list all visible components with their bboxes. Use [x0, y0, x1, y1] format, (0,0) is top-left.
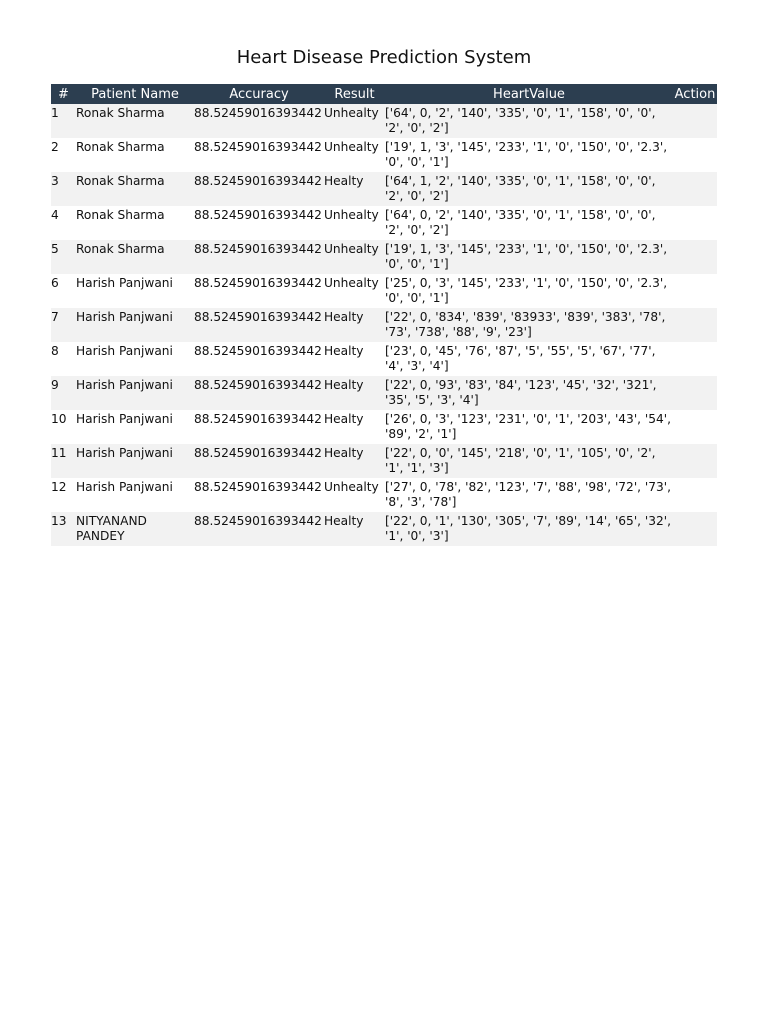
cell-patient-name: Harish Panjwani [76, 342, 194, 376]
cell-result: Unhealty [324, 478, 385, 512]
cell-patient-name: Harish Panjwani [76, 376, 194, 410]
cell-number: 4 [51, 206, 76, 240]
cell-accuracy: 88.52459016393442 [194, 308, 324, 342]
cell-number: 13 [51, 512, 76, 546]
cell-result: Healty [324, 376, 385, 410]
cell-patient-name: NITYANAND PANDEY [76, 512, 194, 546]
cell-accuracy: 88.52459016393442 [194, 444, 324, 478]
table-row [51, 308, 717, 342]
table-row [51, 478, 717, 512]
cell-number: 10 [51, 410, 76, 444]
column-header-accuracy: Accuracy [194, 84, 324, 104]
cell-number: 11 [51, 444, 76, 478]
cell-patient-name: Harish Panjwani [76, 444, 194, 478]
cell-number: 5 [51, 240, 76, 274]
cell-result: Healty [324, 342, 385, 376]
cell-action [673, 104, 717, 138]
table-row [51, 240, 717, 274]
cell-action [673, 444, 717, 478]
table-row [51, 206, 717, 240]
cell-heart-value: ['27', 0, '78', '82', '123', '7', '88', '98', '72', '73', '8', '3', '78'] [385, 478, 673, 512]
cell-heart-value: ['23', 0, '45', '76', '87', '5', '55', '5', '67', '77', '4', '3', '4'] [385, 342, 673, 376]
cell-number: 3 [51, 172, 76, 206]
cell-patient-name: Ronak Sharma [76, 206, 194, 240]
cell-number: 1 [51, 104, 76, 138]
cell-action [673, 138, 717, 172]
cell-heart-value: ['22', 0, '834', '839', '83933', '839', '383', '78', '73', '738', '88', '9', '23'] [385, 308, 673, 342]
table-row [51, 376, 717, 410]
cell-number: 7 [51, 308, 76, 342]
cell-accuracy: 88.52459016393442 [194, 172, 324, 206]
column-header-number: # [51, 84, 76, 104]
cell-number: 9 [51, 376, 76, 410]
cell-heart-value: ['22', 0, '0', '145', '218', '0', '1', '105', '0', '2', '1', '1', '3'] [385, 444, 673, 478]
table-row [51, 138, 717, 172]
cell-accuracy: 88.52459016393442 [194, 206, 324, 240]
cell-result: Unhealty [324, 206, 385, 240]
cell-heart-value: ['22', 0, '93', '83', '84', '123', '45', '32', '321', '35', '5', '3', '4'] [385, 376, 673, 410]
cell-accuracy: 88.52459016393442 [194, 274, 324, 308]
cell-accuracy: 88.52459016393442 [194, 342, 324, 376]
cell-accuracy: 88.52459016393442 [194, 512, 324, 546]
cell-action [673, 240, 717, 274]
cell-action [673, 172, 717, 206]
cell-result: Healty [324, 410, 385, 444]
cell-action [673, 342, 717, 376]
cell-heart-value: ['22', 0, '1', '130', '305', '7', '89', '14', '65', '32', '1', '0', '3'] [385, 512, 673, 546]
cell-patient-name: Harish Panjwani [76, 274, 194, 308]
cell-accuracy: 88.52459016393442 [194, 104, 324, 138]
table-row [51, 104, 717, 138]
cell-accuracy: 88.52459016393442 [194, 376, 324, 410]
cell-action [673, 376, 717, 410]
cell-heart-value: ['64', 0, '2', '140', '335', '0', '1', '158', '0', '0', '2', '0', '2'] [385, 206, 673, 240]
cell-patient-name: Harish Panjwani [76, 308, 194, 342]
column-header-heart-value: HeartValue [385, 84, 673, 104]
cell-patient-name: Harish Panjwani [76, 410, 194, 444]
cell-action [673, 206, 717, 240]
cell-result: Healty [324, 512, 385, 546]
cell-heart-value: ['19', 1, '3', '145', '233', '1', '0', '150', '0', '2.3', '0', '0', '1'] [385, 240, 673, 274]
patient-report-table [51, 84, 717, 546]
cell-heart-value: ['26', 0, '3', '123', '231', '0', '1', '203', '43', '54', '89', '2', '1'] [385, 410, 673, 444]
cell-result: Healty [324, 444, 385, 478]
cell-action [673, 478, 717, 512]
page-title: Heart Disease Prediction System [236, 47, 532, 68]
cell-action [673, 274, 717, 308]
cell-action [673, 410, 717, 444]
cell-patient-name: Ronak Sharma [76, 138, 194, 172]
table-header-row [51, 84, 717, 104]
cell-heart-value: ['64', 0, '2', '140', '335', '0', '1', '158', '0', '0', '2', '0', '2'] [385, 104, 673, 138]
cell-result: Unhealty [324, 274, 385, 308]
table-row [51, 342, 717, 376]
table-body [51, 104, 717, 546]
table-row [51, 410, 717, 444]
cell-patient-name: Harish Panjwani [76, 478, 194, 512]
cell-accuracy: 88.52459016393442 [194, 410, 324, 444]
cell-accuracy: 88.52459016393442 [194, 478, 324, 512]
cell-result: Healty [324, 172, 385, 206]
cell-accuracy: 88.52459016393442 [194, 138, 324, 172]
cell-patient-name: Ronak Sharma [76, 172, 194, 206]
cell-number: 2 [51, 138, 76, 172]
cell-number: 6 [51, 274, 76, 308]
column-header-result: Result [324, 84, 385, 104]
table-header [51, 84, 717, 104]
cell-heart-value: ['64', 1, '2', '140', '335', '0', '1', '158', '0', '0', '2', '0', '2'] [385, 172, 673, 206]
cell-heart-value: ['19', 1, '3', '145', '233', '1', '0', '150', '0', '2.3', '0', '0', '1'] [385, 138, 673, 172]
cell-patient-name: Ronak Sharma [76, 104, 194, 138]
cell-result: Unhealty [324, 240, 385, 274]
table-row [51, 274, 717, 308]
cell-patient-name: Ronak Sharma [76, 240, 194, 274]
table-row [51, 172, 717, 206]
cell-result: Unhealty [324, 138, 385, 172]
table-row [51, 512, 717, 546]
cell-heart-value: ['25', 0, '3', '145', '233', '1', '0', '150', '0', '2.3', '0', '0', '1'] [385, 274, 673, 308]
column-header-action: Action [673, 84, 717, 104]
cell-number: 8 [51, 342, 76, 376]
cell-action [673, 308, 717, 342]
cell-result: Unhealty [324, 104, 385, 138]
cell-action [673, 512, 717, 546]
cell-number: 12 [51, 478, 76, 512]
column-header-patient-name: Patient Name [76, 84, 194, 104]
cell-accuracy: 88.52459016393442 [194, 240, 324, 274]
cell-result: Healty [324, 308, 385, 342]
table-row [51, 444, 717, 478]
